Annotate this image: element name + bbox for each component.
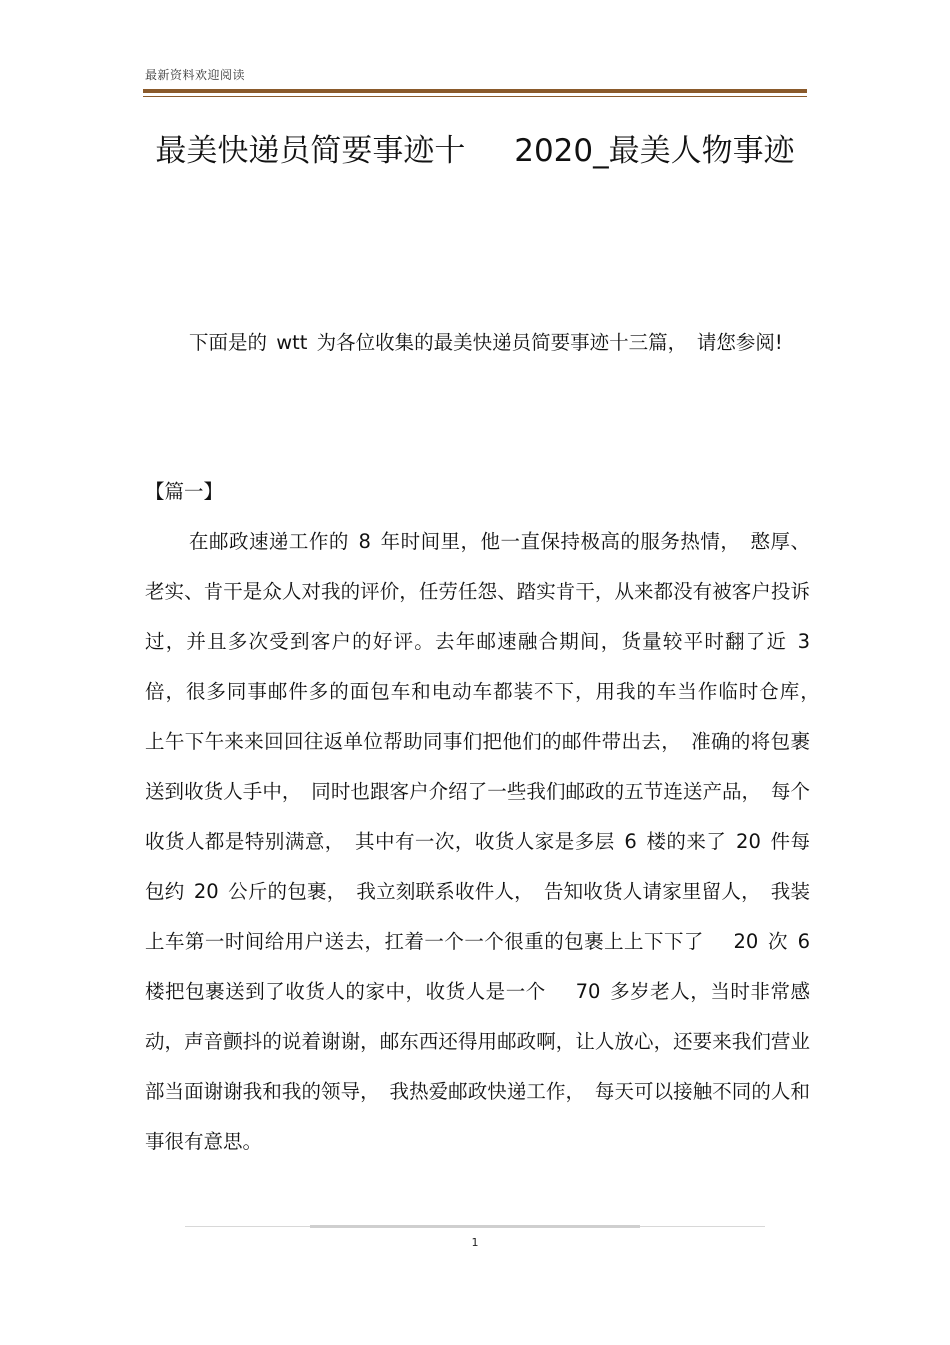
document-title: 最美快递员简要事迹十 2020_最美人物事迹 bbox=[155, 133, 795, 169]
intro-paragraph: 下面是的 wtt 为各位收集的最美快递员简要事迹十三篇， 请您参阅! bbox=[189, 331, 783, 354]
header-rule-thin bbox=[143, 96, 807, 97]
section-label: 【篇一】 bbox=[145, 480, 224, 503]
header-caption: 最新资料欢迎阅读 bbox=[145, 68, 246, 82]
body-paragraph: 在邮政速递工作的 8 年时间里，他一直保持极高的服务热情， 憨厚、老实、肯干是众人对我的评价，任劳任怨、踏实肯干，从来都没有被客户投诉过，并且多次受到客户的好评。去年邮速融合期间，货量较平时翻了近 3 倍，很多同事邮件多的面包车和电动车都装不下，用我的车当作临时仓库， 上午下午来来回回往返单位帮助同事们把他们的邮件带出去， 准确的将包裹送到收货人手中， 同时也跟客户介绍了一些我们邮政的五节连送产品， 每个收货人都是特别满意， 其中有一次，收货人家是多层 6 楼的来了 20 件每包约 20 公斤的包裹， 我立刻联系收件人， 告知收货人请家里留人， 我装上车第一时间给用户送去，扛着一个一个很重的包裹上上下下了 20 次 6 楼把包裹送到了收货人的家中，收货人是一个 70 多岁老人，当时非常感动，声音颤抖的说着谢谢，邮东西还得用邮政啊，让人放心，还要来我们营业部当面谢谢我和我的领导， 我热爱邮政快递工作， 每天可以接触不同的人和事很有意思。 bbox=[145, 530, 830, 1153]
header-rule-thick bbox=[143, 89, 807, 93]
page-number: 1 bbox=[471, 1236, 479, 1249]
footer-rule-center bbox=[310, 1225, 640, 1228]
